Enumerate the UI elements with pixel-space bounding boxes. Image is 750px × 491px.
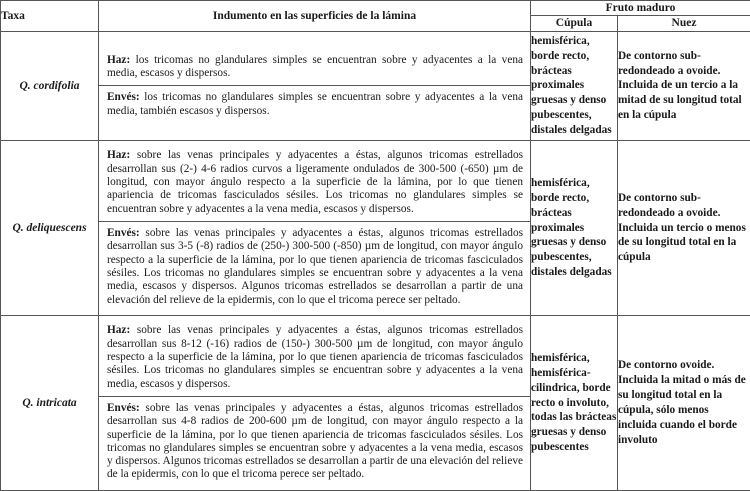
surface-row-enves: [99, 221, 530, 311]
haz-text: los tricomas no glandulares simples se encuentran sobre y adyacentes a la vena media, escasos y dispersos.: [107, 53, 523, 80]
nuez-description: De contorno sub-redondeado a ovoide. Incluida un tercio o menos de su longitud total en la cúpula: [618, 141, 750, 316]
indumento-cell: [99, 316, 531, 491]
enves-text: los tricomas no glandulares simples se encuentran sobre y adyacentes a la vena media, también escasos y dispersos.: [107, 91, 523, 117]
header-fruto-maduro: Fruto maduro: [531, 1, 750, 16]
cupula-description: hemisférica, hemisférica-cilindrica, borde recto o involuto, todas las brácteas gruesas y denso pubescentes: [531, 316, 618, 491]
table-row: [1, 141, 750, 316]
header-indumento: Indumento en las superficies de la lámina: [99, 1, 531, 32]
surface-row-haz: [99, 144, 530, 221]
enves-text: sobre las venas principales y adyacentes a éstas, algunos tricomas estrellados desarrollan sus 3-5 (-8) radios de (250-) 300-500 (-850) µm de longitud, con mayor ángulo respecto a la superficie de la lámina, por lo que tienen apariencia de tricomas fasciculados sésiles. Los tricomas no glandulares simples se encuentran sobre y adyacentes a la vena media, escasos y dispersos. Algunos tricomas estrellados se desarrollan a partir de una elevación del relieve de la epidermis, con lo que el tricoma perece ser peltado.: [107, 226, 523, 306]
enves-text: sobre las venas principales y adyacentes a éstas, algunos tricomas estrellados desarrollan sus 4-8 radios de 200-600 µm de longitud, con mayor ángulo respecto a la superficie de la lámina, por lo que tienen apariencia de tricomas fasciculados sésiles. Los tricomas no glandulares simples se encuentran sobre y adyacentes a la vena media, escasos y dispersos. Algunos tricomas estrellados se desarrollan a partir de una elevación del relieve de la epidermis, con lo que el tricoma perece ser peltado.: [107, 401, 523, 481]
indumento-cell: [99, 141, 531, 316]
header-cupula: Cúpula: [531, 16, 618, 31]
haz-text: sobre las venas principales y adyacentes a éstas, algunos tricomas estrellados desarrollan sus (2-) 4-6 radios curvos a ligeramente ondulados de 300-500 (-650) µm de longitud, con mayor ángulo respecto a la superficie de la lámina, por lo que tienen apariencia de tricomas fasciculados sésiles. Los tricomas no glandulares simples se encuentran sobre y adyacentes a la vena media, escasos y dispersos.: [107, 149, 523, 215]
haz-label: Haz:: [107, 324, 131, 337]
taxon-name: Q. intricata: [1, 316, 99, 491]
enves-label: Envés:: [107, 226, 140, 239]
cupula-description: hemisférica, borde recto, brácteas proximales gruesas y denso pubescentes, distales delgadas: [531, 31, 618, 140]
haz-description: [99, 319, 530, 396]
haz-label: Haz:: [107, 149, 131, 162]
table-header-row-primary: [1, 1, 750, 16]
surface-row-haz: [99, 49, 530, 86]
enves-label: Envés:: [107, 91, 140, 104]
enves-description: [99, 86, 530, 123]
haz-description: [99, 144, 530, 221]
cupula-description: hemisférica, borde recto, brácteas proximales gruesas y denso pubescentes, distales delgadas: [531, 141, 618, 316]
surface-descriptions: [99, 319, 530, 487]
header-nuez: Nuez: [618, 16, 750, 31]
header-taxa: Taxa: [1, 1, 99, 32]
surface-descriptions: [99, 144, 530, 312]
haz-description: [99, 49, 530, 86]
surface-row-enves: [99, 86, 530, 123]
indumento-cell: [99, 31, 531, 140]
nuez-description: De contorno ovoide. Incluida la mitad o más de su longitud total en la cúpula, sólo menos incluida cuando el borde involuto: [618, 316, 750, 491]
enves-description: [99, 396, 530, 486]
taxon-name: Q. cordifolia: [1, 31, 99, 140]
enves-description: [99, 221, 530, 311]
enves-label: Envés:: [107, 401, 140, 414]
table-row: [1, 316, 750, 491]
taxon-name: Q. deliquescens: [1, 141, 99, 316]
surface-row-enves: [99, 396, 530, 486]
haz-text: sobre las venas principales y adyacentes a éstas, algunos tricomas estrellados desarrollan sus 8-12 (-16) radios de (150-) 300-500 µm de longitud, con mayor ángulo respecto a la superficie de la lámina, por lo que tienen apariencia de tricomas fasciculados sésiles. Los tricomas no glandulares simples se encuentran sobre y adyacentes a la vena media, escasos y dispersos.: [107, 324, 523, 390]
surface-descriptions: [99, 49, 530, 123]
surface-row-haz: [99, 319, 530, 396]
table-row: [1, 31, 750, 140]
nuez-description: De contorno sub-redondeado a ovoide. Incluida de un tercio a la mitad de su longitud total en la cúpula: [618, 31, 750, 140]
haz-label: Haz:: [107, 53, 131, 66]
